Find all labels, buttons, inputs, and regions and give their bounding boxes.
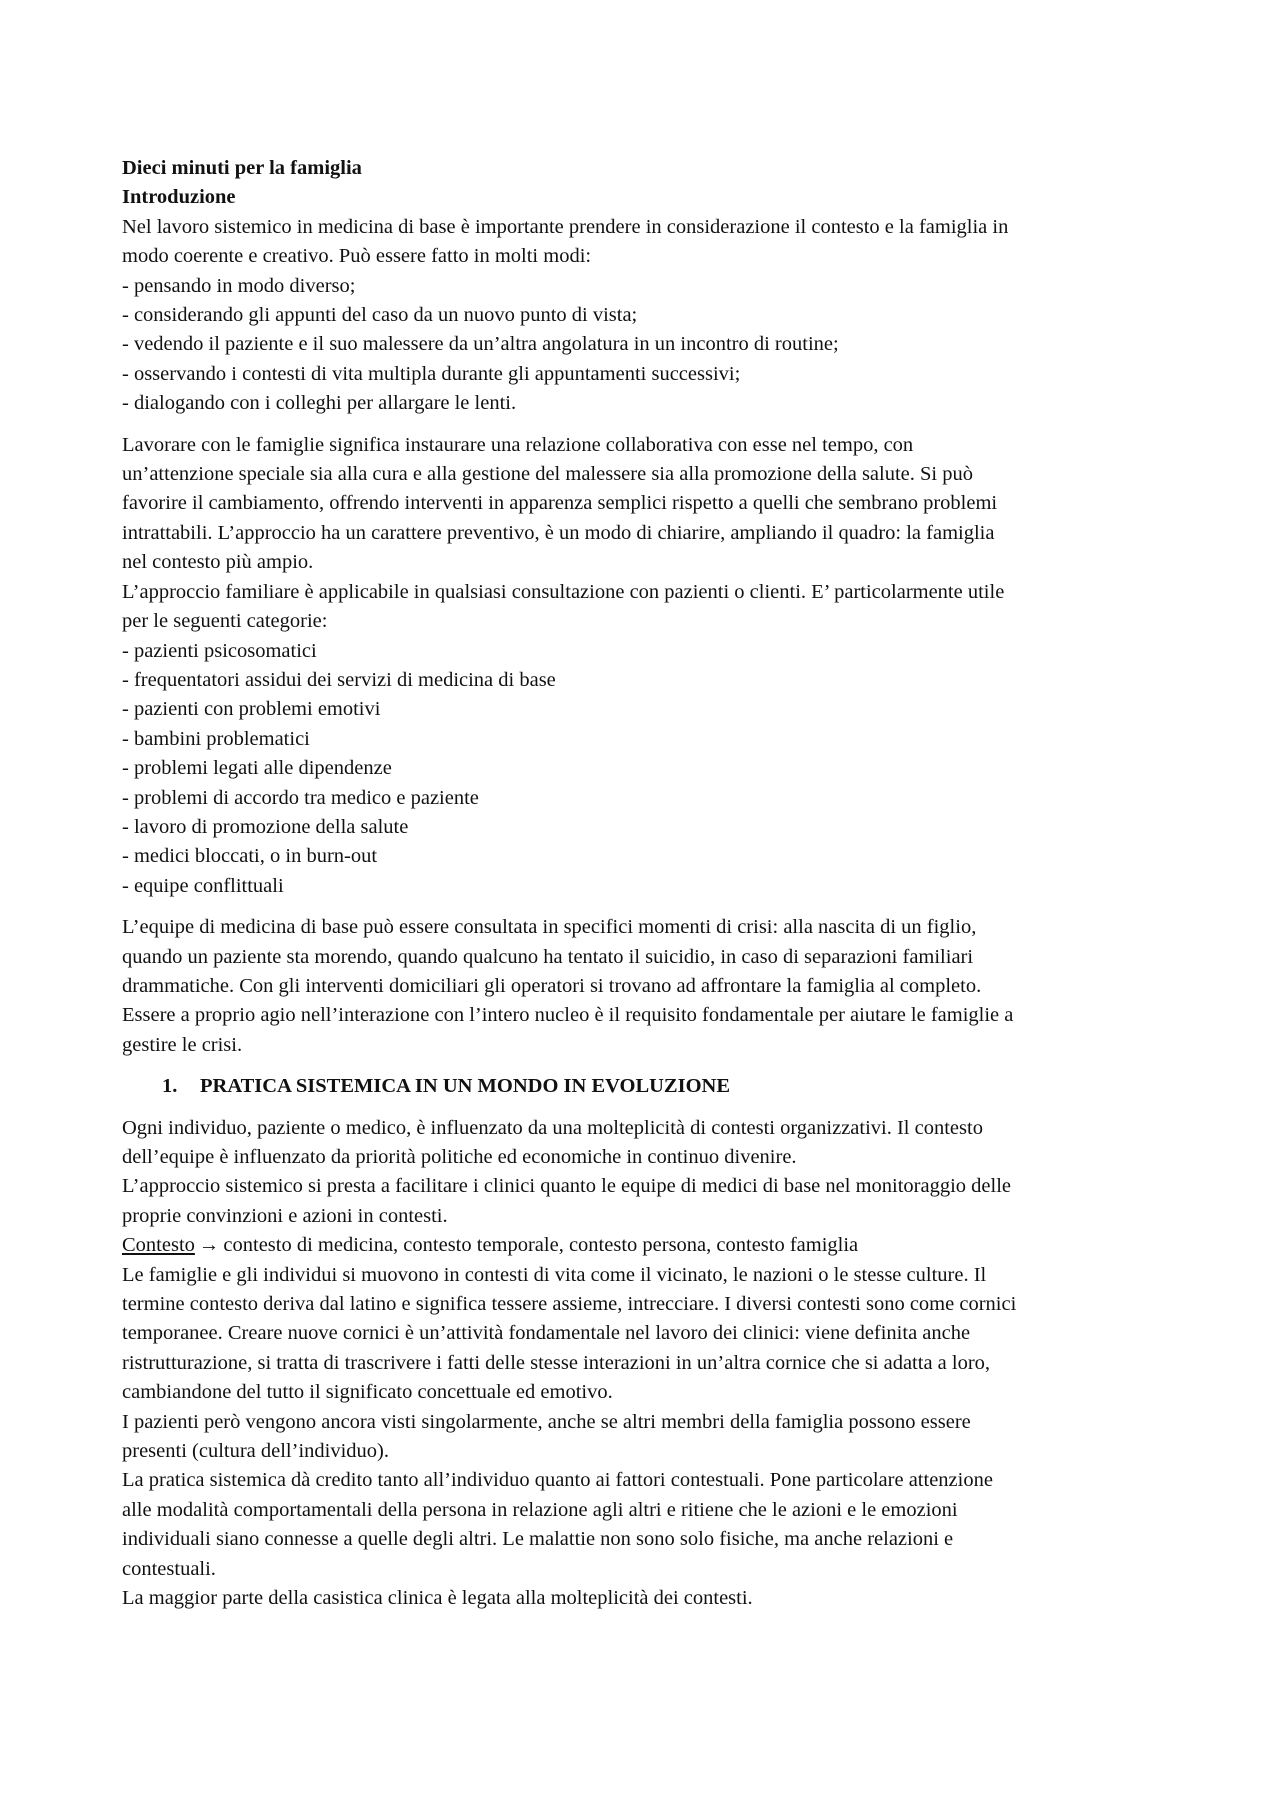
section-number: 1. bbox=[162, 1075, 178, 1098]
list-item: - lavoro di promozione della salute bbox=[122, 815, 409, 838]
text-line: quando un paziente sta morendo, quando qualcuno ha tentato il suicidio, in caso di separazioni familiari bbox=[122, 945, 974, 968]
section1-paragraph bbox=[122, 1114, 1182, 1614]
paragraph-gap bbox=[122, 419, 1182, 431]
text-line: un’attenzione speciale sia alla cura e alla gestione del malessere sia alla promozione della salute. Si può bbox=[122, 463, 973, 486]
right-arrow-icon: → bbox=[198, 1234, 220, 1257]
section-heading bbox=[122, 1072, 1182, 1101]
text-line: Nel lavoro sistemico in medicina di base è importante prendere in considerazione il contesto e la famiglia in bbox=[122, 215, 1009, 238]
text-line: ristrutturazione, si tratta di trascrivere i fatti delle stesse interazioni in un’altra cornice che si adatta a loro, bbox=[122, 1351, 991, 1374]
text-line: temporanee. Creare nuove cornici è un’attività fondamentale nel lavoro dei clinici: viene definita anche bbox=[122, 1322, 971, 1345]
text-line: modo coerente e creativo. Può essere fatto in molti modi: bbox=[122, 245, 592, 268]
paragraph-gap bbox=[122, 901, 1182, 913]
text-line: cambiandone del tutto il significato concettuale ed emotivo. bbox=[122, 1381, 613, 1404]
text-line: drammatiche. Con gli interventi domiciliari gli operatori si trovano ad affrontare la famiglia al completo. bbox=[122, 974, 982, 997]
families-paragraph bbox=[122, 431, 1182, 902]
text-line: Lavorare con le famiglie significa instaurare una relazione collaborativa con esse nel tempo, con bbox=[122, 433, 914, 456]
list-item: - considerando gli appunti del caso da un nuovo punto di vista; bbox=[122, 304, 638, 327]
text-line: Essere a proprio agio nell’interazione con l’intero nucleo è il requisito fondamentale per aiutare le famiglie a bbox=[122, 1004, 1014, 1027]
intro-paragraph bbox=[122, 213, 1182, 419]
contesto-text: contesto di medicina, contesto temporale, contesto persona, contesto famiglia bbox=[223, 1234, 859, 1257]
list-item: - pazienti psicosomatici bbox=[122, 639, 317, 662]
text-line: L’approccio familiare è applicabile in qualsiasi consultazione con pazienti o clienti. E’ particolarmente utile bbox=[122, 580, 1005, 603]
text-line: contestuali. bbox=[122, 1557, 216, 1580]
text-line: La pratica sistemica dà credito tanto all’individuo quanto ai fattori contestuali. Pone particolare attenzione bbox=[122, 1469, 993, 1492]
list-item: - medici bloccati, o in burn-out bbox=[122, 845, 378, 868]
section-title: PRATICA SISTEMICA IN UN MONDO IN EVOLUZIONE bbox=[200, 1075, 731, 1098]
text-line: Ogni individuo, paziente o medico, è influenzato da una molteplicità di contesti organizzativi. Il contesto bbox=[122, 1116, 983, 1139]
text-line: La maggior parte della casistica clinica è legata alla molteplicità dei contesti. bbox=[122, 1587, 753, 1610]
contesto-line bbox=[122, 1231, 1182, 1260]
text-line: proprie convinzioni e azioni in contesti. bbox=[122, 1204, 448, 1227]
paragraph-gap bbox=[122, 1060, 1182, 1072]
text-line: gestire le crisi. bbox=[122, 1033, 243, 1056]
text-line: alle modalità comportamentali della persona in relazione agli altri e ritiene che le azioni e le emozioni bbox=[122, 1498, 958, 1521]
paragraph-gap bbox=[122, 1102, 1182, 1114]
list-item: - problemi di accordo tra medico e paziente bbox=[122, 786, 479, 809]
contesto-label: Contesto bbox=[122, 1234, 195, 1257]
list-item: - pensando in modo diverso; bbox=[122, 274, 356, 297]
text-line: termine contesto deriva dal latino e significa tessere assieme, intrecciare. I diversi contesti sono come cornici bbox=[122, 1293, 1017, 1316]
crisis-paragraph bbox=[122, 913, 1182, 1060]
text-line: individuali siano connesse a quelle degli altri. Le malattie non sono solo fisiche, ma anche relazioni e bbox=[122, 1528, 954, 1551]
text-line: favorire il cambiamento, offrendo interventi in apparenza semplici rispetto a quelli che sembrano problemi bbox=[122, 492, 998, 515]
text-line: per le seguenti categorie: bbox=[122, 610, 328, 633]
document-title: Dieci minuti per la famiglia bbox=[122, 157, 362, 179]
list-item: - dialogando con i colleghi per allargare le lenti. bbox=[122, 392, 517, 415]
list-item: - frequentatori assidui dei servizi di medicina di base bbox=[122, 668, 556, 691]
document-body bbox=[122, 154, 1182, 1614]
text-line: I pazienti però vengono ancora visti singolarmente, anche se altri membri della famiglia possono essere bbox=[122, 1410, 971, 1433]
text-line: L’approccio sistemico si presta a facilitare i clinici quanto le equipe di medici di base nel monitoraggio delle bbox=[122, 1175, 1011, 1198]
text-line: dell’equipe è influenzato da priorità politiche ed economiche in continuo divenire. bbox=[122, 1146, 797, 1168]
list-item: - pazienti con problemi emotivi bbox=[122, 698, 381, 721]
list-item: - vedendo il paziente e il suo malessere da un’altra angolatura in un incontro di routine; bbox=[122, 333, 839, 356]
list-item: - bambini problematici bbox=[122, 727, 310, 750]
list-item: - problemi legati alle dipendenze bbox=[122, 757, 392, 780]
intro-heading: Introduzione bbox=[122, 186, 236, 209]
list-item: - equipe conflittuali bbox=[122, 874, 284, 897]
list-item: - osservando i contesti di vita multipla durante gli appuntamenti successivi; bbox=[122, 362, 741, 385]
text-line: L’equipe di medicina di base può essere consultata in specifici momenti di crisi: alla nascita di un figlio, bbox=[122, 916, 977, 939]
text-line: Le famiglie e gli individui si muovono in contesti di vita come il vicinato, le nazioni o le stesse culture. Il bbox=[122, 1263, 987, 1286]
text-line: nel contesto più ampio. bbox=[122, 551, 314, 574]
text-line: intrattabili. L’approccio ha un carattere preventivo, è un modo di chiarire, ampliando il quadro: la famiglia bbox=[122, 521, 995, 544]
text-line: presenti (cultura dell’individuo). bbox=[122, 1440, 389, 1463]
